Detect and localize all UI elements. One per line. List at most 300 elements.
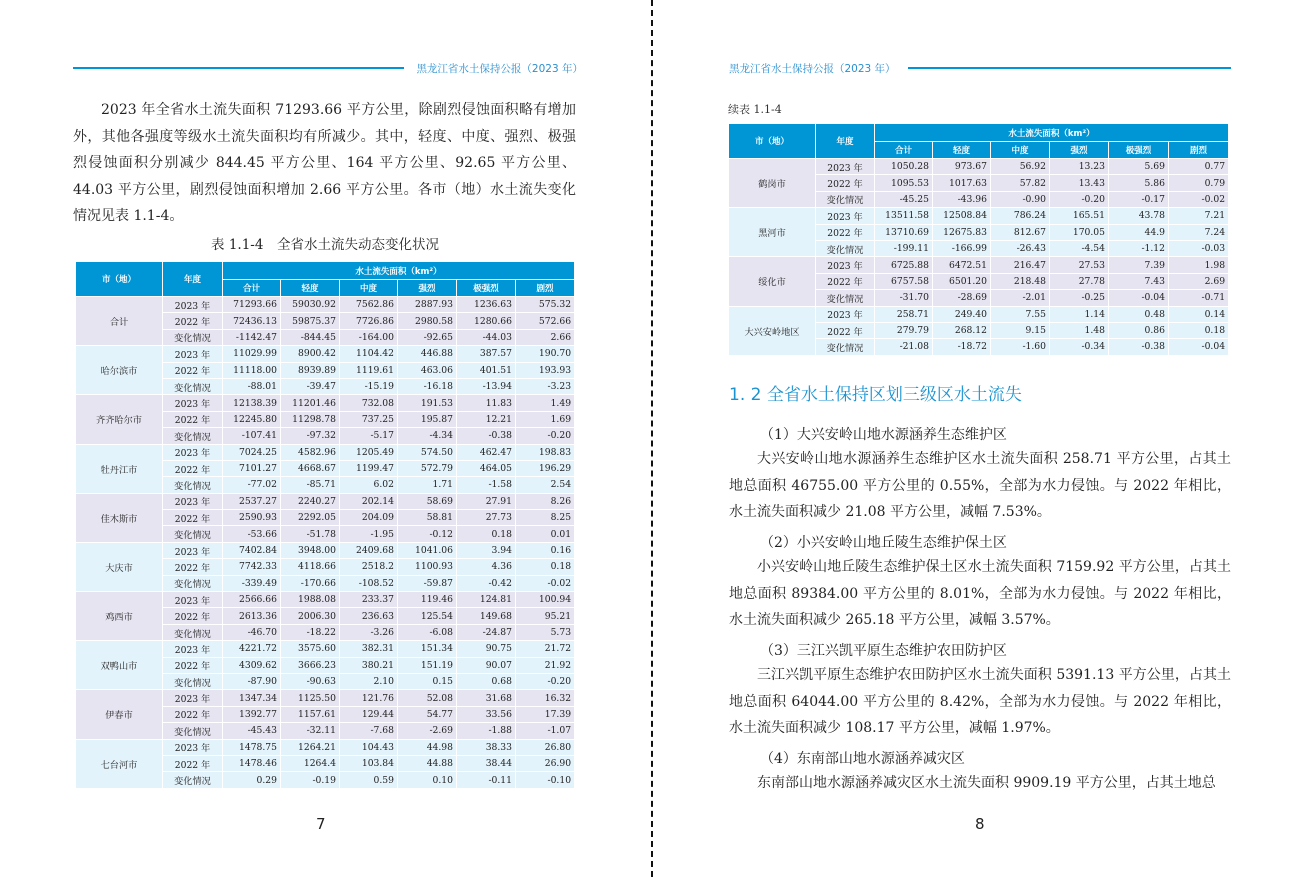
value-cell: 3948.00 bbox=[281, 542, 340, 558]
value-cell: 12138.39 bbox=[223, 395, 281, 411]
value-cell: 121.76 bbox=[340, 690, 398, 706]
value-cell: -97.32 bbox=[281, 428, 340, 444]
value-cell: 7.43 bbox=[1109, 273, 1169, 289]
value-cell: -44.03 bbox=[457, 329, 516, 345]
value-cell: 7742.33 bbox=[223, 559, 281, 575]
year-cell: 变化情况 bbox=[816, 191, 875, 207]
city-cell: 佳木斯市 bbox=[76, 493, 163, 542]
year-cell: 2022 年 bbox=[163, 313, 223, 329]
right-page bbox=[653, 0, 1304, 877]
value-cell: 2980.58 bbox=[398, 313, 457, 329]
value-cell: 1199.47 bbox=[340, 460, 398, 476]
value-cell: 13511.58 bbox=[875, 208, 933, 224]
year-cell: 2022 年 bbox=[816, 175, 875, 191]
year-cell: 变化情况 bbox=[163, 428, 223, 444]
value-cell: 1.14 bbox=[1050, 306, 1109, 322]
value-cell: 43.78 bbox=[1109, 208, 1169, 224]
value-cell: -87.90 bbox=[223, 673, 281, 689]
value-cell: -2.69 bbox=[398, 723, 457, 739]
value-cell: 1478.46 bbox=[223, 755, 281, 771]
value-cell: -3.26 bbox=[340, 624, 398, 640]
left-page bbox=[0, 0, 651, 877]
value-cell: -1.95 bbox=[340, 526, 398, 542]
city-cell: 伊春市 bbox=[76, 690, 163, 739]
year-cell: 2023 年 bbox=[163, 592, 223, 608]
value-cell: 52.08 bbox=[398, 690, 457, 706]
value-cell: -0.38 bbox=[457, 428, 516, 444]
page-number: 7 bbox=[316, 815, 326, 833]
value-cell: 1264.21 bbox=[281, 739, 340, 755]
value-cell: 0.68 bbox=[457, 673, 516, 689]
erosion-table-continued bbox=[728, 123, 1229, 356]
value-cell: 21.92 bbox=[516, 657, 575, 673]
value-cell: 54.77 bbox=[398, 706, 457, 722]
subsection-heading-4: （4）东南部山地水源涵养减灾区 bbox=[760, 751, 965, 767]
value-cell: 59875.37 bbox=[281, 313, 340, 329]
value-cell: -2.01 bbox=[991, 290, 1050, 306]
value-cell: 382.31 bbox=[340, 641, 398, 657]
value-cell: 2240.27 bbox=[281, 493, 340, 509]
value-cell: -46.70 bbox=[223, 624, 281, 640]
year-cell: 变化情况 bbox=[163, 526, 223, 542]
value-cell: 279.79 bbox=[875, 322, 933, 338]
value-cell: 401.51 bbox=[457, 362, 516, 378]
table-row bbox=[76, 592, 575, 608]
value-cell: 5.86 bbox=[1109, 175, 1169, 191]
year-cell: 2022 年 bbox=[816, 322, 875, 338]
value-cell: 170.05 bbox=[1050, 224, 1109, 240]
table-row bbox=[76, 690, 575, 706]
value-cell: 3.94 bbox=[457, 542, 516, 558]
table-caption: 表 1.1-4 全省水土流失动态变化状况 bbox=[211, 237, 439, 253]
value-cell: 38.44 bbox=[457, 755, 516, 771]
value-cell: -31.70 bbox=[875, 290, 933, 306]
value-cell: 165.51 bbox=[1050, 208, 1109, 224]
value-cell: 1280.66 bbox=[457, 313, 516, 329]
year-cell: 变化情况 bbox=[163, 624, 223, 640]
value-cell: 572.66 bbox=[516, 313, 575, 329]
year-cell: 2022 年 bbox=[816, 224, 875, 240]
value-cell: -51.78 bbox=[281, 526, 340, 542]
col-header-severe: 剧烈 bbox=[516, 280, 575, 297]
value-cell: 125.54 bbox=[398, 608, 457, 624]
subsection-heading-2: （2）小兴安岭山地丘陵生态维护保土区 bbox=[760, 535, 1007, 551]
value-cell: 31.68 bbox=[457, 690, 516, 706]
value-cell: -1.58 bbox=[457, 477, 516, 493]
value-cell: -170.66 bbox=[281, 575, 340, 591]
value-cell: -0.38 bbox=[1109, 339, 1169, 355]
year-cell: 2023 年 bbox=[163, 444, 223, 460]
value-cell: 6472.51 bbox=[933, 257, 991, 273]
value-cell: -0.04 bbox=[1109, 290, 1169, 306]
value-cell: -45.43 bbox=[223, 723, 281, 739]
value-cell: -0.12 bbox=[398, 526, 457, 542]
value-cell: -88.01 bbox=[223, 378, 281, 394]
value-cell: -1.07 bbox=[516, 723, 575, 739]
value-cell: 44.88 bbox=[398, 755, 457, 771]
value-cell: -53.66 bbox=[223, 526, 281, 542]
value-cell: 1478.75 bbox=[223, 739, 281, 755]
year-cell: 2023 年 bbox=[163, 346, 223, 362]
value-cell: 3666.23 bbox=[281, 657, 340, 673]
value-cell: -0.20 bbox=[516, 428, 575, 444]
value-cell: -59.87 bbox=[398, 575, 457, 591]
value-cell: 7.55 bbox=[991, 306, 1050, 322]
value-cell: 0.10 bbox=[398, 772, 457, 788]
value-cell: -0.02 bbox=[516, 575, 575, 591]
value-cell: 0.86 bbox=[1109, 322, 1169, 338]
year-cell: 2022 年 bbox=[163, 510, 223, 526]
value-cell: -85.71 bbox=[281, 477, 340, 493]
value-cell: 0.18 bbox=[516, 559, 575, 575]
value-cell: -0.25 bbox=[1050, 290, 1109, 306]
table-row bbox=[76, 444, 575, 460]
city-cell: 绥化市 bbox=[729, 257, 816, 306]
value-cell: -0.20 bbox=[1050, 191, 1109, 207]
value-cell: -339.49 bbox=[223, 575, 281, 591]
city-cell: 大兴安岭地区 bbox=[729, 306, 816, 355]
value-cell: -18.72 bbox=[933, 339, 991, 355]
value-cell: 21.72 bbox=[516, 641, 575, 657]
value-cell: 258.71 bbox=[875, 306, 933, 322]
value-cell: 119.46 bbox=[398, 592, 457, 608]
value-cell: 3575.60 bbox=[281, 641, 340, 657]
intro-paragraph: 2023 年全省水土流失面积 71293.66 平方公里，除剧烈侵蚀面积略有增加外，其他各强度等级水土流失面积均有所减少。其中，轻度、中度、强烈、极强烈侵蚀面积分别减少 844.45 平方公里、164 平方公里、92.65 平方公里、44.03 平方公里，剧烈侵蚀面积增加 2.66 平方公里。各市（地）水土流失变化情况见表 1.1-4。 bbox=[73, 102, 576, 224]
table-row bbox=[76, 493, 575, 509]
value-cell: -0.42 bbox=[457, 575, 516, 591]
value-cell: 95.21 bbox=[516, 608, 575, 624]
col-header-total: 合计 bbox=[223, 280, 281, 297]
value-cell: -1142.47 bbox=[223, 329, 281, 345]
value-cell: 12.21 bbox=[457, 411, 516, 427]
value-cell: -166.99 bbox=[933, 240, 991, 256]
value-cell: 216.47 bbox=[991, 257, 1050, 273]
value-cell: -1.88 bbox=[457, 723, 516, 739]
value-cell: -21.08 bbox=[875, 339, 933, 355]
value-cell: 7.21 bbox=[1169, 208, 1229, 224]
value-cell: 0.29 bbox=[223, 772, 281, 788]
year-cell: 2023 年 bbox=[163, 493, 223, 509]
value-cell: -32.11 bbox=[281, 723, 340, 739]
value-cell: 4118.66 bbox=[281, 559, 340, 575]
value-cell: -164.00 bbox=[340, 329, 398, 345]
value-cell: -6.08 bbox=[398, 624, 457, 640]
value-cell: 1347.34 bbox=[223, 690, 281, 706]
value-cell: -1.12 bbox=[1109, 240, 1169, 256]
value-cell: -13.94 bbox=[457, 378, 516, 394]
value-cell: 7726.86 bbox=[340, 313, 398, 329]
value-cell: -5.17 bbox=[340, 428, 398, 444]
value-cell: 7562.86 bbox=[340, 297, 398, 313]
value-cell: 2.10 bbox=[340, 673, 398, 689]
subsection-text-1: 大兴安岭山地水源涵养生态维护区水土流失面积 258.71 平方公里，占其土地总面积 46755.00 平方公里的 0.55%，全部为水力侵蚀。与 2022 年相比，水土流失面积减少 21.08 平方公里，减幅 7.53%。 bbox=[729, 451, 1231, 520]
year-cell: 2023 年 bbox=[163, 395, 223, 411]
col-header-total: 合计 bbox=[875, 142, 933, 159]
value-cell: -0.34 bbox=[1050, 339, 1109, 355]
value-cell: -0.20 bbox=[516, 673, 575, 689]
table-row bbox=[76, 346, 575, 362]
page-number: 8 bbox=[975, 815, 985, 833]
value-cell: 27.91 bbox=[457, 493, 516, 509]
value-cell: 1104.42 bbox=[340, 346, 398, 362]
value-cell: 12245.80 bbox=[223, 411, 281, 427]
value-cell: -39.47 bbox=[281, 378, 340, 394]
value-cell: -92.65 bbox=[398, 329, 457, 345]
value-cell: -26.43 bbox=[991, 240, 1050, 256]
section-title: 1. 2 全省水土保持区划三级区水土流失 bbox=[729, 385, 1022, 405]
value-cell: 13710.69 bbox=[875, 224, 933, 240]
year-cell: 2022 年 bbox=[163, 706, 223, 722]
value-cell: 1988.08 bbox=[281, 592, 340, 608]
running-header bbox=[73, 60, 583, 76]
value-cell: 6757.58 bbox=[875, 273, 933, 289]
value-cell: 786.24 bbox=[991, 208, 1050, 224]
value-cell: -0.10 bbox=[516, 772, 575, 788]
subsection-text-4: 东南部山地水源涵养减灾区水土流失面积 9909.19 平方公里，占其土地总 bbox=[757, 775, 1216, 791]
value-cell: -43.96 bbox=[933, 191, 991, 207]
value-cell: 190.70 bbox=[516, 346, 575, 362]
value-cell: 233.37 bbox=[340, 592, 398, 608]
value-cell: 16.32 bbox=[516, 690, 575, 706]
year-cell: 2023 年 bbox=[163, 739, 223, 755]
value-cell: 1.98 bbox=[1169, 257, 1229, 273]
value-cell: 59030.92 bbox=[281, 297, 340, 313]
year-cell: 2022 年 bbox=[816, 273, 875, 289]
value-cell: 2590.93 bbox=[223, 510, 281, 526]
col-header-strong: 强烈 bbox=[1050, 142, 1109, 159]
value-cell: -4.54 bbox=[1050, 240, 1109, 256]
value-cell: -15.19 bbox=[340, 378, 398, 394]
value-cell: 7.39 bbox=[1109, 257, 1169, 273]
subsection-text-3: 三江兴凯平原生态维护农田防护区水土流失面积 5391.13 平方公里，占其土地总面积 64044.00 平方公里的 8.42%，全部为水力侵蚀。与 2022 年相比，水土流失面积减少 108.17 平方公里，减幅 1.97%。 bbox=[729, 667, 1231, 736]
value-cell: -28.69 bbox=[933, 290, 991, 306]
value-cell: 6501.20 bbox=[933, 273, 991, 289]
value-cell: 1095.53 bbox=[875, 175, 933, 191]
value-cell: 58.69 bbox=[398, 493, 457, 509]
value-cell: 8900.42 bbox=[281, 346, 340, 362]
col-header-mild: 轻度 bbox=[933, 142, 991, 159]
value-cell: 72436.13 bbox=[223, 313, 281, 329]
value-cell: 572.79 bbox=[398, 460, 457, 476]
city-cell: 双鸭山市 bbox=[76, 641, 163, 690]
subsection-heading-3: （3）三江兴凯平原生态维护农田防护区 bbox=[760, 643, 1007, 659]
value-cell: -77.02 bbox=[223, 477, 281, 493]
value-cell: 4221.72 bbox=[223, 641, 281, 657]
value-cell: 2.66 bbox=[516, 329, 575, 345]
value-cell: 27.53 bbox=[1050, 257, 1109, 273]
city-cell: 七台河市 bbox=[76, 739, 163, 788]
year-cell: 2022 年 bbox=[163, 411, 223, 427]
value-cell: 27.78 bbox=[1050, 273, 1109, 289]
value-cell: 6.02 bbox=[340, 477, 398, 493]
value-cell: 44.9 bbox=[1109, 224, 1169, 240]
value-cell: 196.29 bbox=[516, 460, 575, 476]
value-cell: -0.04 bbox=[1169, 339, 1229, 355]
value-cell: 2.69 bbox=[1169, 273, 1229, 289]
value-cell: 1100.93 bbox=[398, 559, 457, 575]
value-cell: 198.83 bbox=[516, 444, 575, 460]
year-cell: 2023 年 bbox=[163, 297, 223, 313]
table-row bbox=[729, 159, 1229, 175]
value-cell: -0.17 bbox=[1109, 191, 1169, 207]
value-cell: 0.79 bbox=[1169, 175, 1229, 191]
year-cell: 2022 年 bbox=[163, 559, 223, 575]
header-rule bbox=[908, 67, 1231, 69]
value-cell: 2887.93 bbox=[398, 297, 457, 313]
year-cell: 2022 年 bbox=[163, 657, 223, 673]
value-cell: -24.87 bbox=[457, 624, 516, 640]
city-cell: 哈尔滨市 bbox=[76, 346, 163, 395]
value-cell: 149.68 bbox=[457, 608, 516, 624]
value-cell: -844.45 bbox=[281, 329, 340, 345]
value-cell: -18.22 bbox=[281, 624, 340, 640]
value-cell: 446.88 bbox=[398, 346, 457, 362]
value-cell: 218.48 bbox=[991, 273, 1050, 289]
value-cell: -0.11 bbox=[457, 772, 516, 788]
value-cell: 9.15 bbox=[991, 322, 1050, 338]
year-cell: 变化情况 bbox=[163, 575, 223, 591]
value-cell: 4.36 bbox=[457, 559, 516, 575]
value-cell: 1157.61 bbox=[281, 706, 340, 722]
value-cell: 124.81 bbox=[457, 592, 516, 608]
value-cell: 17.39 bbox=[516, 706, 575, 722]
value-cell: -0.19 bbox=[281, 772, 340, 788]
value-cell: 38.33 bbox=[457, 739, 516, 755]
col-header-year: 年度 bbox=[816, 124, 875, 159]
value-cell: 2292.05 bbox=[281, 510, 340, 526]
erosion-table bbox=[75, 261, 575, 789]
value-cell: 463.06 bbox=[398, 362, 457, 378]
value-cell: 191.53 bbox=[398, 395, 457, 411]
value-cell: -0.03 bbox=[1169, 240, 1229, 256]
value-cell: 0.01 bbox=[516, 526, 575, 542]
table-continued-caption: 续表 1.1-4 bbox=[728, 103, 782, 116]
city-cell: 合计 bbox=[76, 297, 163, 346]
value-cell: 193.93 bbox=[516, 362, 575, 378]
value-cell: 103.84 bbox=[340, 755, 398, 771]
value-cell: 57.82 bbox=[991, 175, 1050, 191]
value-cell: 1.71 bbox=[398, 477, 457, 493]
header-rule bbox=[73, 67, 404, 69]
value-cell: 0.16 bbox=[516, 542, 575, 558]
city-cell: 牡丹江市 bbox=[76, 444, 163, 493]
value-cell: 1.49 bbox=[516, 395, 575, 411]
value-cell: -4.34 bbox=[398, 428, 457, 444]
value-cell: 0.77 bbox=[1169, 159, 1229, 175]
value-cell: -3.23 bbox=[516, 378, 575, 394]
col-header-group: 水土流失面积（km²） bbox=[223, 262, 575, 280]
year-cell: 变化情况 bbox=[163, 477, 223, 493]
value-cell: 4309.62 bbox=[223, 657, 281, 673]
value-cell: 26.80 bbox=[516, 739, 575, 755]
value-cell: 1392.77 bbox=[223, 706, 281, 722]
value-cell: 100.94 bbox=[516, 592, 575, 608]
col-header-moderate: 中度 bbox=[991, 142, 1050, 159]
value-cell: 0.15 bbox=[398, 673, 457, 689]
header-title: 黑龙江省水土保持公报（2023 年） bbox=[729, 62, 896, 75]
value-cell: 1050.28 bbox=[875, 159, 933, 175]
col-header-year: 年度 bbox=[163, 262, 223, 297]
value-cell: 7024.25 bbox=[223, 444, 281, 460]
value-cell: 26.90 bbox=[516, 755, 575, 771]
value-cell: 2537.27 bbox=[223, 493, 281, 509]
value-cell: 5.69 bbox=[1109, 159, 1169, 175]
value-cell: -0.02 bbox=[1169, 191, 1229, 207]
table-row bbox=[729, 208, 1229, 224]
value-cell: -16.18 bbox=[398, 378, 457, 394]
col-header-group: 水土流失面积（km²） bbox=[875, 124, 1229, 142]
value-cell: 5.73 bbox=[516, 624, 575, 640]
year-cell: 2023 年 bbox=[163, 690, 223, 706]
value-cell: -45.25 bbox=[875, 191, 933, 207]
value-cell: -90.63 bbox=[281, 673, 340, 689]
value-cell: 90.07 bbox=[457, 657, 516, 673]
col-header-moderate: 中度 bbox=[340, 280, 398, 297]
col-header-very-strong: 极强烈 bbox=[457, 280, 516, 297]
value-cell: 1.69 bbox=[516, 411, 575, 427]
year-cell: 2022 年 bbox=[163, 362, 223, 378]
value-cell: 8.25 bbox=[516, 510, 575, 526]
year-cell: 2023 年 bbox=[163, 641, 223, 657]
value-cell: 0.18 bbox=[457, 526, 516, 542]
city-cell: 大庆市 bbox=[76, 542, 163, 591]
value-cell: 575.32 bbox=[516, 297, 575, 313]
value-cell: 1205.49 bbox=[340, 444, 398, 460]
year-cell: 2022 年 bbox=[163, 608, 223, 624]
value-cell: 6725.88 bbox=[875, 257, 933, 273]
value-cell: 33.56 bbox=[457, 706, 516, 722]
value-cell: 2518.2 bbox=[340, 559, 398, 575]
year-cell: 变化情况 bbox=[816, 290, 875, 306]
table-row bbox=[76, 395, 575, 411]
city-cell: 鹤岗市 bbox=[729, 159, 816, 208]
table-row bbox=[729, 257, 1229, 273]
value-cell: 249.40 bbox=[933, 306, 991, 322]
value-cell: 204.09 bbox=[340, 510, 398, 526]
table-row bbox=[76, 739, 575, 755]
value-cell: 151.19 bbox=[398, 657, 457, 673]
value-cell: 11298.78 bbox=[281, 411, 340, 427]
value-cell: 387.57 bbox=[457, 346, 516, 362]
value-cell: 0.14 bbox=[1169, 306, 1229, 322]
year-cell: 变化情况 bbox=[163, 673, 223, 689]
value-cell: 13.23 bbox=[1050, 159, 1109, 175]
value-cell: 462.47 bbox=[457, 444, 516, 460]
value-cell: 202.14 bbox=[340, 493, 398, 509]
value-cell: -0.90 bbox=[991, 191, 1050, 207]
value-cell: 1119.61 bbox=[340, 362, 398, 378]
value-cell: -107.41 bbox=[223, 428, 281, 444]
header-title: 黑龙江省水土保持公报（2023 年） bbox=[416, 62, 583, 75]
value-cell: 268.12 bbox=[933, 322, 991, 338]
col-header-city: 市（地） bbox=[729, 124, 816, 159]
running-header bbox=[729, 60, 1231, 76]
col-header-strong: 强烈 bbox=[398, 280, 457, 297]
value-cell: 1264.4 bbox=[281, 755, 340, 771]
value-cell: 812.67 bbox=[991, 224, 1050, 240]
value-cell: 56.92 bbox=[991, 159, 1050, 175]
table-row bbox=[76, 542, 575, 558]
value-cell: 7101.27 bbox=[223, 460, 281, 476]
value-cell: 12675.83 bbox=[933, 224, 991, 240]
value-cell: 0.48 bbox=[1109, 306, 1169, 322]
value-cell: -7.68 bbox=[340, 723, 398, 739]
year-cell: 变化情况 bbox=[816, 339, 875, 355]
year-cell: 变化情况 bbox=[163, 329, 223, 345]
year-cell: 2023 年 bbox=[816, 257, 875, 273]
value-cell: 151.34 bbox=[398, 641, 457, 657]
value-cell: 11.83 bbox=[457, 395, 516, 411]
